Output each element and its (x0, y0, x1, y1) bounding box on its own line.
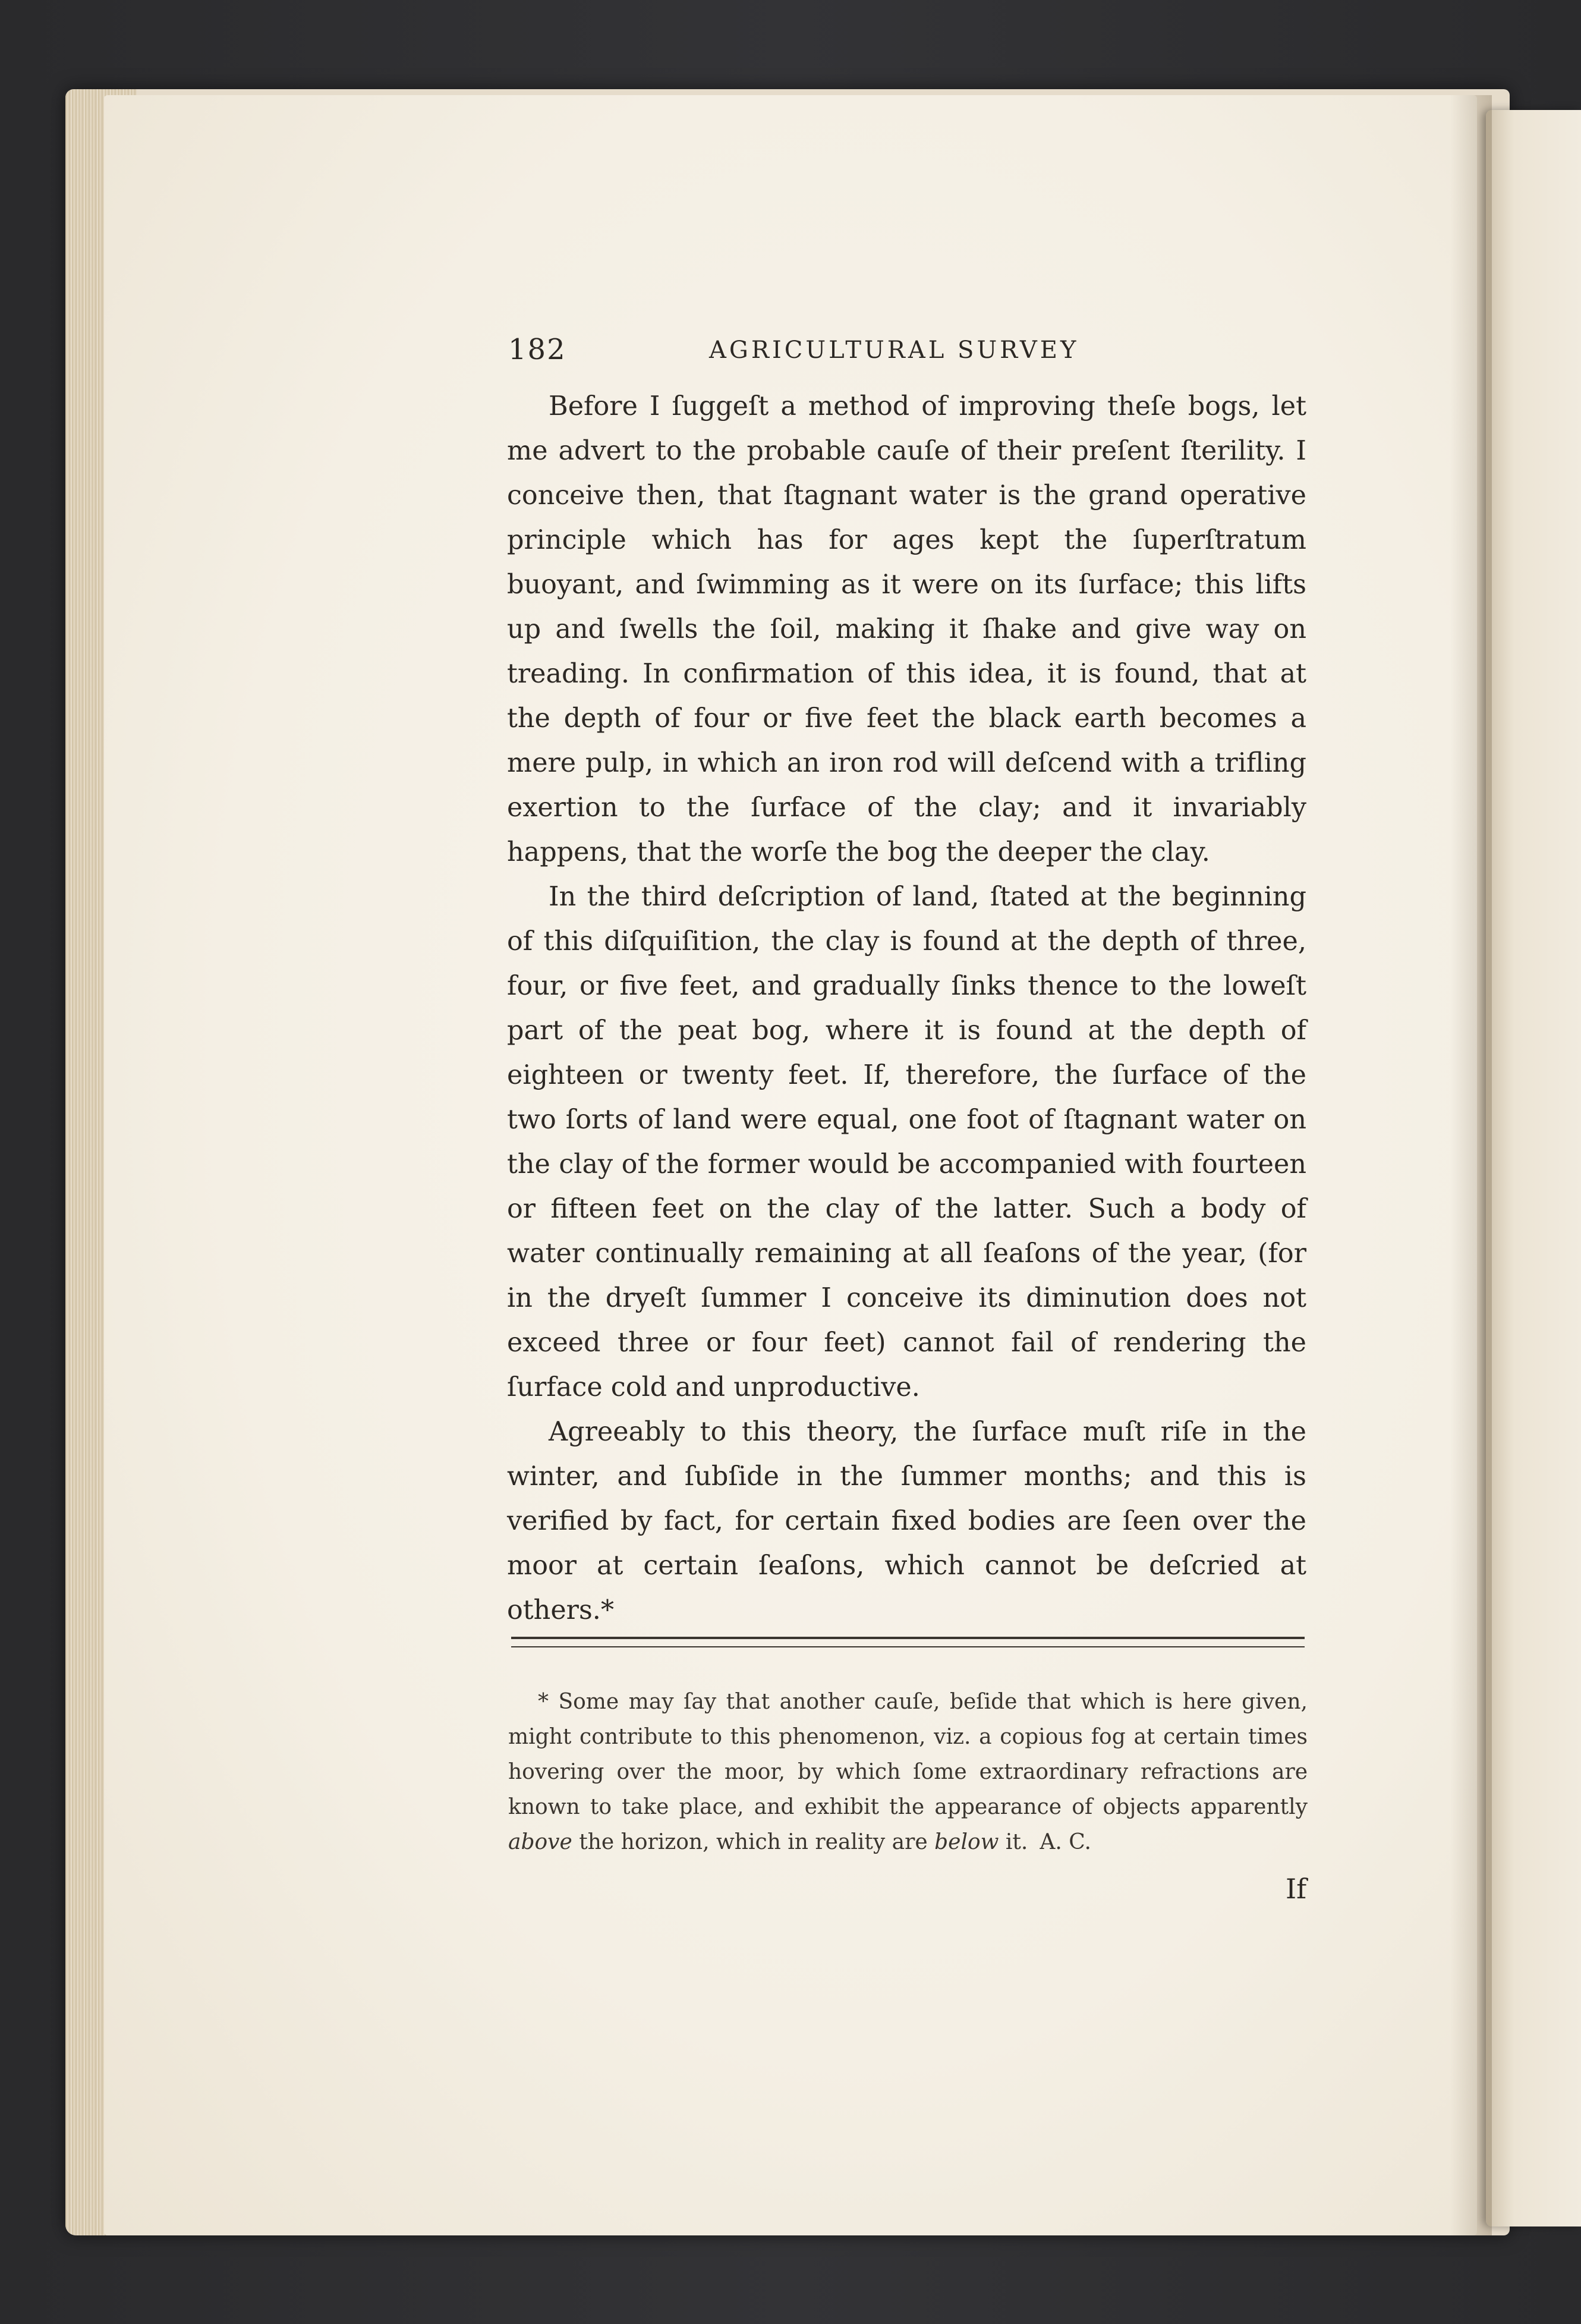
footnote-rule (511, 1637, 1305, 1647)
page-number: 182 (508, 333, 566, 366)
gutter-shadow (1450, 95, 1492, 2235)
footnote-italic-above: above (508, 1830, 572, 1854)
paragraph: In the third deſcription of land, ſtated at the beginning of this diſquiſition, the clay is found at the depth of three, four, or five feet, and gradually ſinks thence to the loweſt part of the peat bog, where it is found at the depth of eighteen or twenty feet. If, therefore, the ſurface of the two ſorts of land were equal, one foot of ſtagnant water on the clay of the former would be accompanied with fourteen or fifteen feet on the clay of the latter. Such a body of water continually remaining at all ſeaſons of the year, (for in the dryeſt ſummer I conceive its diminution does not exceed three or four feet) cannot fail of rendering the ſurface cold and unproductive. (507, 882, 1306, 1402)
footnote (508, 1684, 1308, 1860)
running-title: AGRICULTURAL SURVEY (709, 337, 1079, 364)
paragraph: Agreeably to this theory, the ſurface muſt riſe in the winter, and ſubſide in the ſummer months; and this is verified by fact, for certain fixed bodies are ſeen over the moor at certain ſeaſons, which cannot be deſcried at others.* (507, 1417, 1306, 1625)
footnote-text: it. (1005, 1830, 1028, 1854)
paragraph: Before I ſuggeſt a method of improving theſe bogs, let me advert to the probable cauſe of their preſent ſterility. I conceive then, that ſtagnant water is the grand operative principle which has for ages kept the ſuperſtratum buoyant, and ſwimming as it were on its ſurface; this lifts up and ſwells the ſoil, making it ſhake and give way on treading. In confirmation of this idea, it is found, that at the depth of four or five feet the black earth becomes a mere pulp, in which an iron rod will deſcend with a trifling exertion to the ſurface of the clay; and it invariably happens, that the worſe the bog the deeper the clay. (507, 391, 1306, 867)
footnote-paragraph (508, 1684, 1308, 1860)
footnote-text: the horizon, which in reality are (579, 1830, 928, 1854)
text-block (507, 333, 1306, 1633)
footnote-signature: A. C. (1040, 1830, 1091, 1854)
facing-page-edge (1486, 110, 1581, 2226)
catchword: If (1286, 1873, 1307, 1905)
footnote-text: * Some may ſay that another cauſe, beſide that which is here given, might contribute to this phenomenon, viz. a copious fog at certain times hovering over the moor, by which ſome extraordinary refractions are known to take place, and exhibit the appearance of objects apparently (508, 1690, 1308, 1819)
running-head (507, 333, 1306, 375)
footnote-italic-below: below (934, 1830, 999, 1854)
body-text (507, 384, 1306, 1633)
